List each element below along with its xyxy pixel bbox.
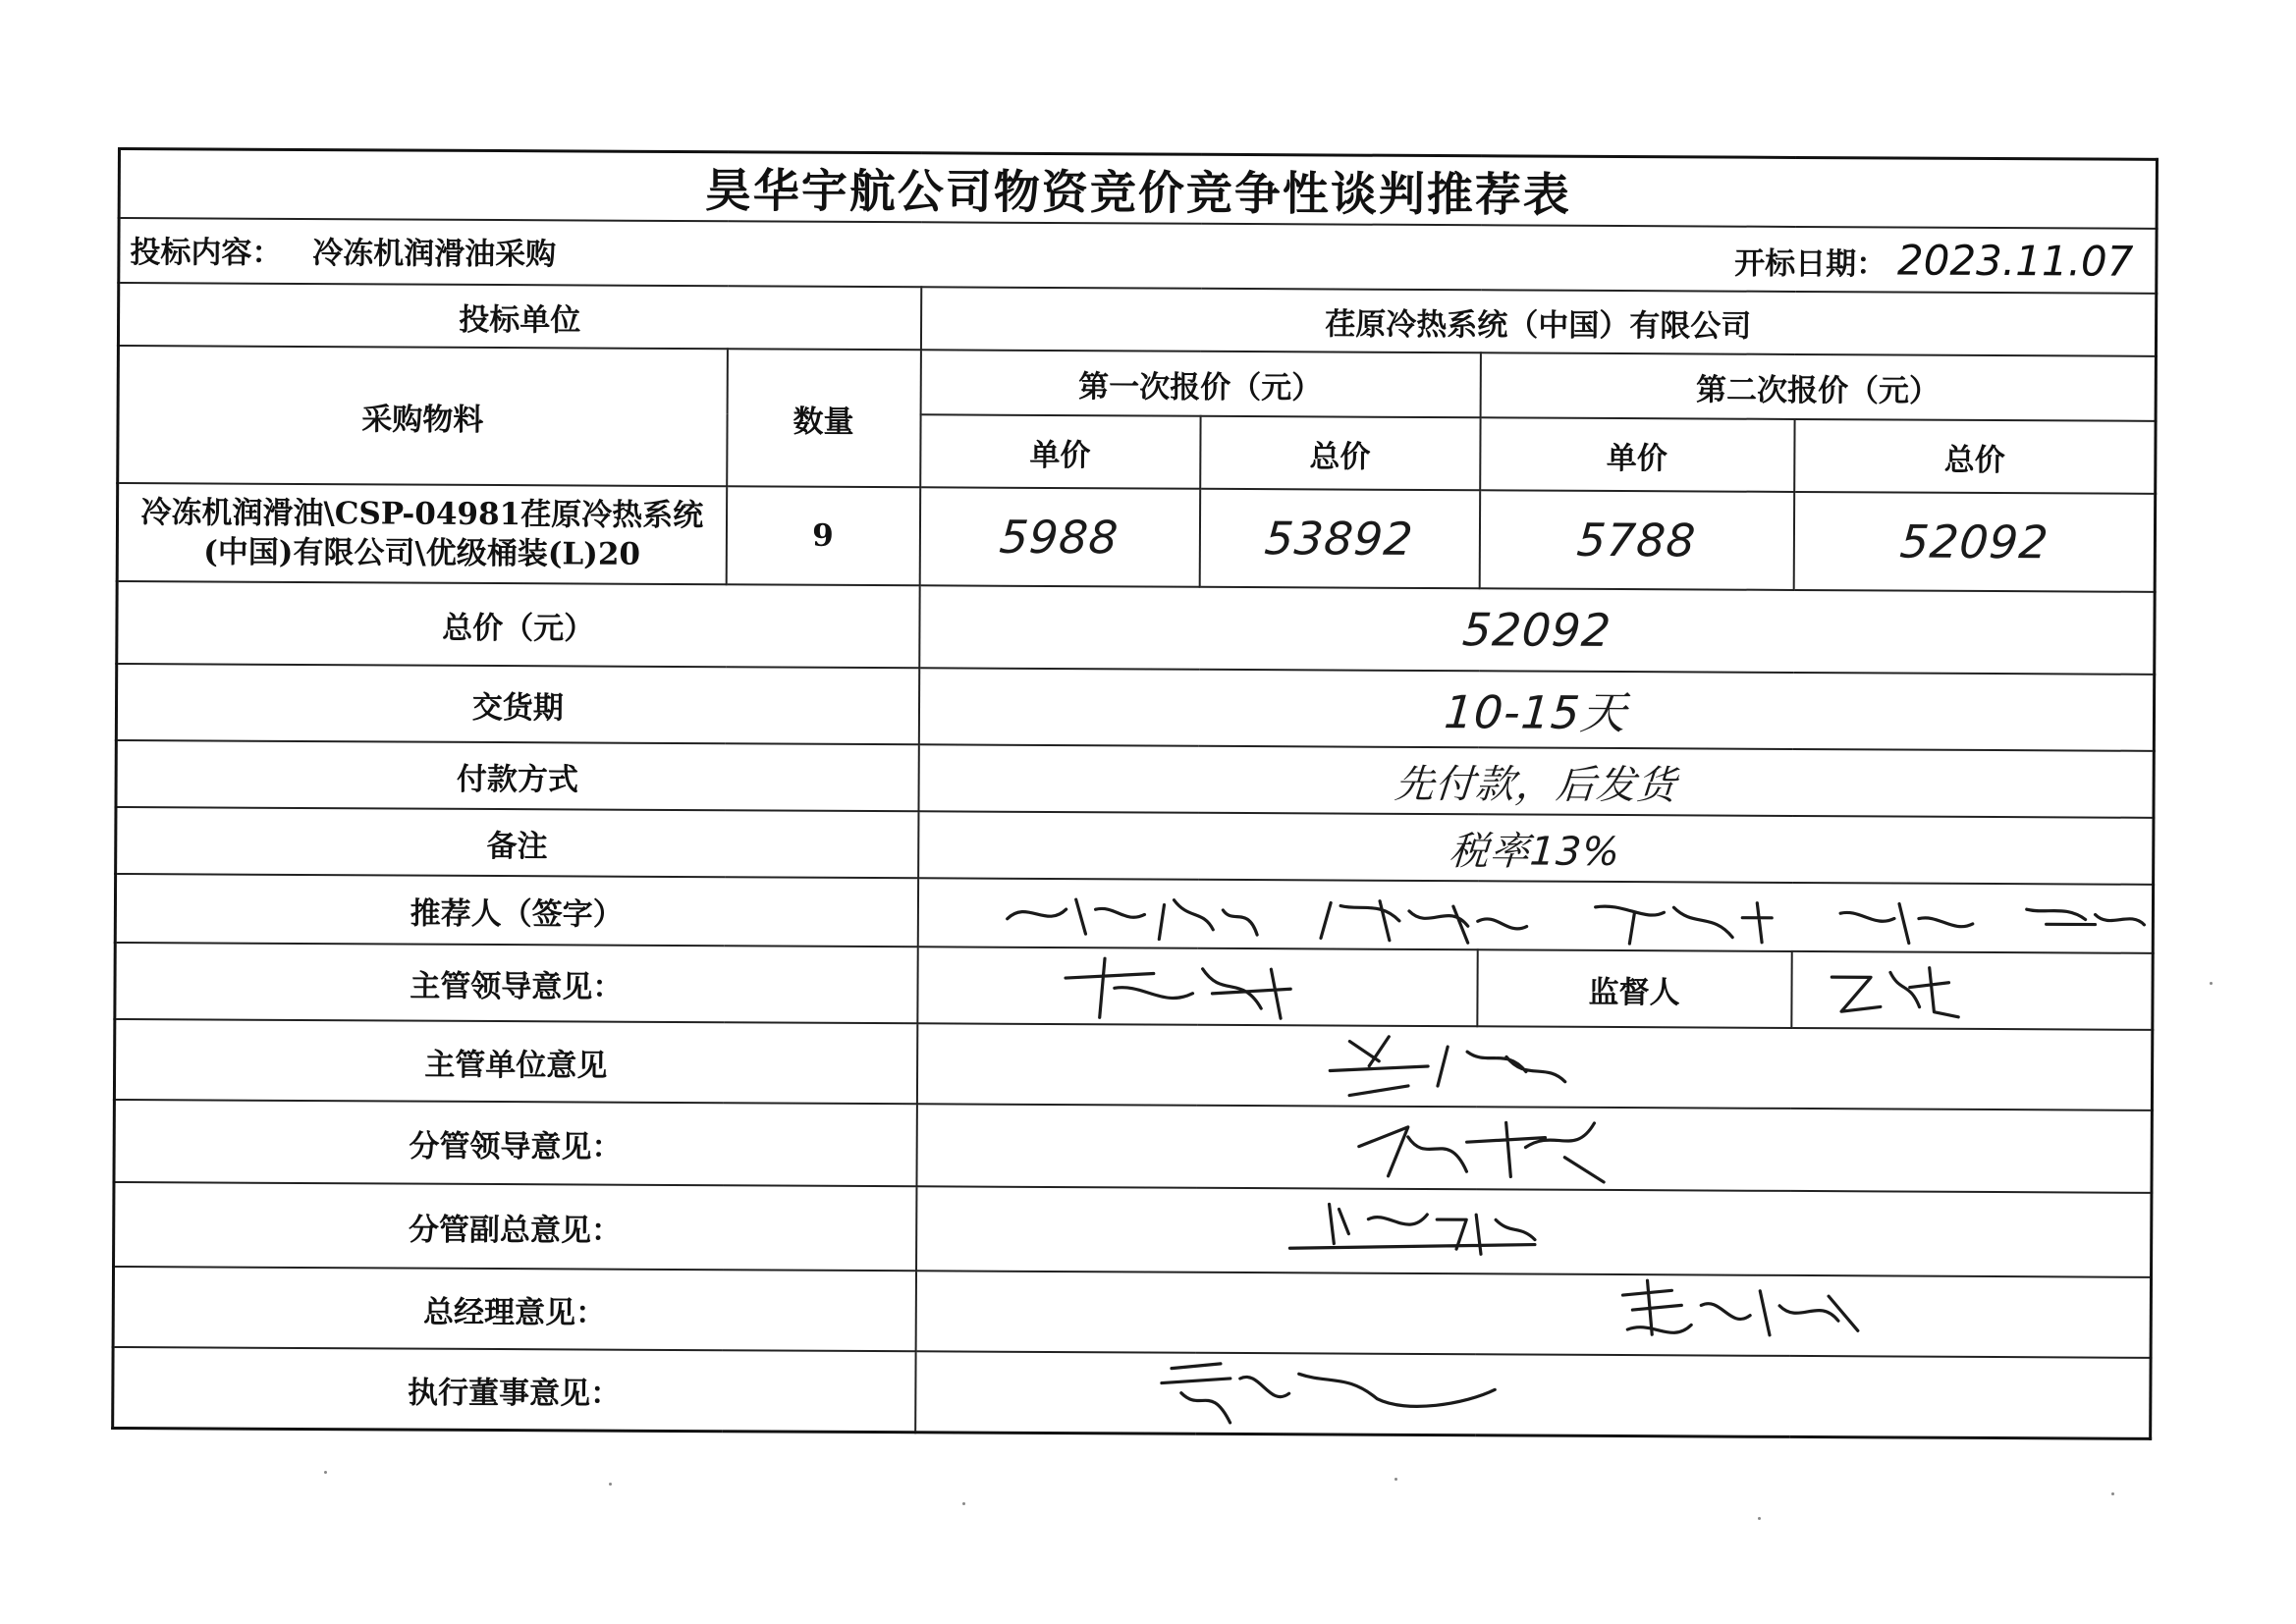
quantity-header: 数量	[727, 349, 921, 487]
bidder-label: 投标单位	[118, 283, 920, 350]
monitor-label: 监督人	[1477, 949, 1791, 1028]
payment-cell	[918, 744, 2154, 818]
dept-signature-drawing	[917, 1024, 2151, 1110]
recommender-label: 推荐人（签字）	[115, 874, 917, 947]
exec-director-label: 执行董事意见：	[113, 1347, 915, 1433]
scan-speck	[2111, 1492, 2114, 1495]
gm-signature-drawing	[916, 1272, 2150, 1357]
total-label: 总价（元）	[117, 581, 919, 668]
recommender-signature-drawing	[918, 879, 2152, 952]
scan-speck	[324, 1471, 327, 1474]
material-header: 采购物料	[118, 346, 728, 486]
total-value: 52092	[1460, 603, 1613, 657]
dept-signature	[916, 1023, 2152, 1110]
form-title: 昊华宇航公司物资竞价竞争性谈判推荐表	[119, 149, 2157, 229]
item-first-total	[1199, 489, 1480, 588]
payment-value: 先付款，后发货	[1393, 761, 1678, 808]
scan-speck	[609, 1483, 612, 1486]
item-first-unit	[919, 487, 1200, 586]
branch-leader-label: 分管领导意见：	[114, 1100, 916, 1186]
branch-leader-signature	[916, 1104, 2152, 1193]
scan-speck	[1394, 1478, 1397, 1481]
first-unit-price-header: 单价	[920, 414, 1200, 488]
tender-info	[119, 218, 2157, 294]
delivery-label: 交货期	[116, 664, 918, 744]
first-quote-header: 第一次报价（元）	[920, 350, 1480, 417]
vice-gm-signature-drawing	[917, 1187, 2151, 1276]
item-second-unit	[1479, 490, 1794, 590]
vice-gm-label: 分管副总意见：	[114, 1182, 916, 1271]
first-total-value: 53892	[1263, 512, 1416, 566]
item-material-line1: 冷冻机润滑油\CSP-04981荏原冷热系统	[140, 495, 704, 534]
second-unit-value: 5788	[1574, 513, 1698, 568]
gm-label: 总经理意见：	[113, 1267, 915, 1351]
dept-label: 主管单位意见	[114, 1019, 916, 1104]
remark-label: 备注	[116, 807, 918, 878]
supervisor-signature-drawing	[918, 947, 1476, 1025]
remark-value: 税率13%	[1448, 828, 1622, 875]
vice-gm-signature	[916, 1186, 2152, 1277]
branch-leader-signature-drawing	[917, 1105, 2151, 1192]
second-unit-price-header: 单价	[1480, 417, 1794, 492]
delivery-value: 10-15天	[1443, 685, 1629, 740]
second-total-value: 52092	[1897, 514, 2050, 569]
item-material-line2: (中国)有限公司\优级桶装(L)20	[203, 534, 641, 572]
gm-signature	[915, 1271, 2151, 1358]
tender-date-value: 2023.11.07	[1896, 235, 2134, 286]
payment-label: 付款方式	[116, 740, 918, 811]
recommender-signatures	[917, 878, 2153, 953]
second-quote-header: 第二次报价（元）	[1480, 352, 2156, 421]
first-unit-value: 5988	[998, 510, 1121, 565]
exec-director-signature-drawing	[916, 1352, 2150, 1437]
second-total-price-header: 总价	[1794, 419, 2156, 494]
remark-cell	[918, 811, 2154, 885]
monitor-signature-drawing	[1792, 952, 2152, 1029]
bidder-value: 荏原冷热系统（中国）有限公司	[920, 287, 2156, 356]
form-table	[111, 147, 2159, 1440]
scan-speck	[1758, 1517, 1761, 1520]
tender-content-value: 冷冻机润滑油采购	[312, 235, 557, 272]
item-second-total	[1793, 492, 2156, 592]
exec-director-signature	[915, 1351, 2151, 1438]
delivery-cell	[918, 668, 2154, 751]
monitor-signature	[1791, 951, 2153, 1030]
supervisor-label: 主管领导意见：	[115, 943, 917, 1023]
total-cell	[919, 585, 2155, 675]
first-total-price-header: 总价	[1200, 416, 1480, 490]
recommendation-form	[111, 147, 2156, 1449]
supervisor-signature	[917, 947, 1477, 1026]
scan-speck	[2210, 982, 2213, 985]
tender-date-label: 开标日期：	[1734, 245, 1887, 282]
tender-content-label: 投标内容：	[130, 234, 283, 271]
item-quantity: 9	[726, 486, 920, 585]
item-material	[117, 483, 727, 584]
scan-speck	[962, 1502, 965, 1505]
tender-date	[1734, 235, 2134, 285]
